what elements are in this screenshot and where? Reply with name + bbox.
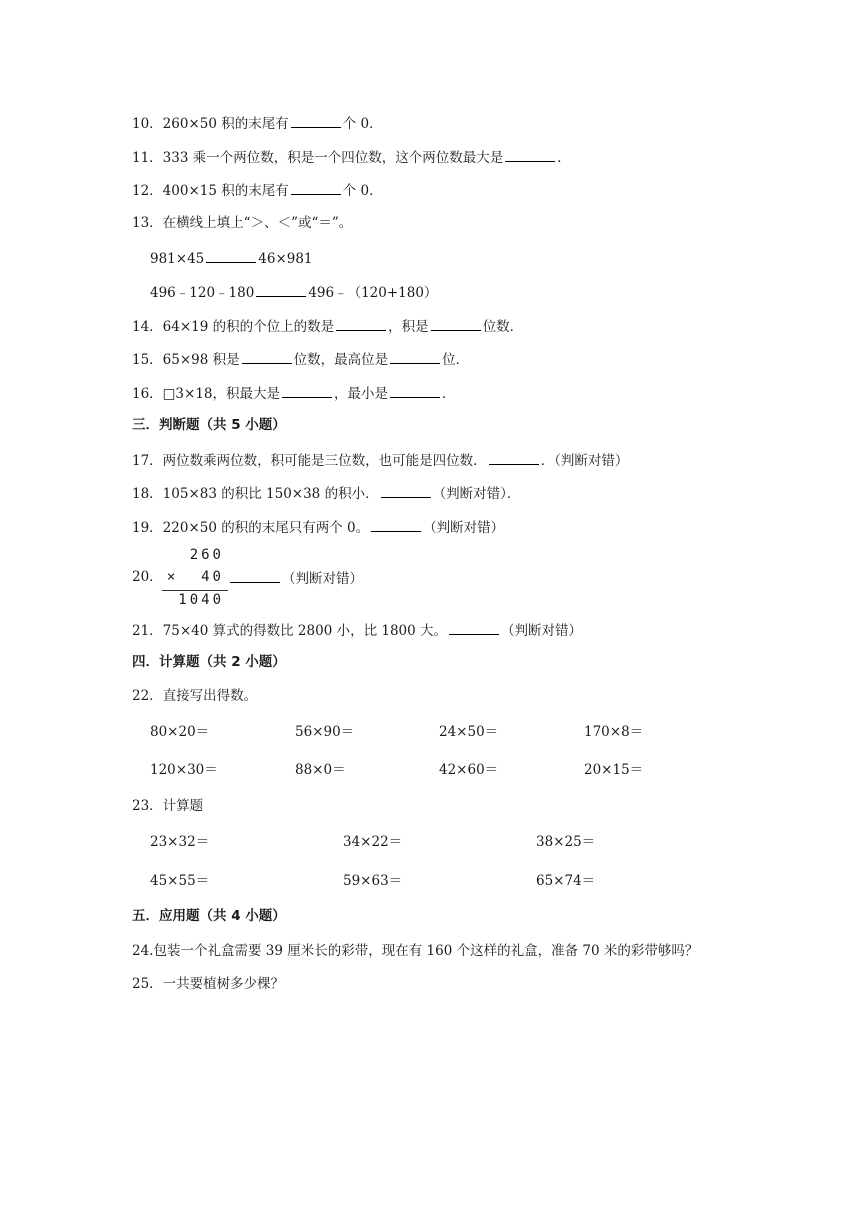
- q13-a-left: 981×45: [150, 251, 205, 267]
- q22-item: 120×30＝: [150, 762, 218, 778]
- q16-blank-1[interactable]: [282, 383, 332, 398]
- q19-text: 19．220×50 的积的末尾只有两个 0。: [132, 520, 370, 536]
- q14-text-end: 位数．: [482, 319, 524, 335]
- q16-text-mid: ，最小是: [334, 386, 389, 402]
- q20-text-end: （判断对错）: [282, 571, 363, 587]
- q14-text: 14．64×19 的积的个位上的数是: [132, 319, 335, 335]
- q19-text-end: （判断对错）: [423, 520, 505, 536]
- q20-blank[interactable]: [230, 568, 280, 583]
- q15-text: 15．65×98 积是: [132, 352, 240, 368]
- vert-rule: [162, 590, 228, 591]
- q10-text-end: 个 0．: [342, 116, 383, 132]
- q23-item: 59×63＝: [343, 873, 403, 889]
- q13-b-left: 496﹣120﹣180: [150, 285, 255, 301]
- q13-a-right: 46×981: [258, 251, 313, 267]
- question-20-number: 20．: [132, 569, 163, 585]
- question-25: 25．一共要植树多少棵？: [132, 976, 285, 992]
- q21-blank[interactable]: [449, 620, 499, 635]
- q21-text-end: （判断对错）: [501, 623, 583, 639]
- q15-blank-1[interactable]: [242, 349, 292, 364]
- q22-item: 42×60＝: [439, 762, 499, 778]
- question-14: [132, 316, 523, 336]
- q14-blank-1[interactable]: [336, 316, 386, 331]
- q12-blank[interactable]: [291, 180, 341, 195]
- vert-row-3: 1040: [178, 592, 224, 608]
- q22-item: 170×8＝: [584, 724, 644, 740]
- question-18: [132, 483, 520, 503]
- q11-text: 11．333 乘一个两位数，积是一个四位数，这个两位数最大是: [132, 150, 504, 166]
- q15-text-mid: 位数，最高位是: [293, 352, 389, 368]
- q22-item: 88×0＝: [295, 762, 346, 778]
- q22-item: 20×15＝: [584, 762, 644, 778]
- q15-blank-2[interactable]: [390, 349, 440, 364]
- q14-blank-2[interactable]: [431, 316, 481, 331]
- section-4-title: 四．计算题（共 2 小题）: [132, 654, 286, 670]
- question-13: [132, 214, 352, 232]
- q13-text: 13．在横线上填上“＞、＜”或“＝”。: [132, 215, 353, 231]
- question-23: 23．计算题: [132, 798, 204, 814]
- q10-text: 10．260×50 积的末尾有: [132, 116, 289, 132]
- q13-b-blank[interactable]: [256, 282, 306, 297]
- question-24: 24.包装一个礼盒需要 39 厘米长的彩带，现在有 160 个这样的礼盒，准备 70 米的彩带够吗？: [132, 943, 699, 959]
- question-20: [228, 568, 363, 588]
- q18-text: 18．105×83 的积比 150×38 的积小．: [132, 486, 379, 502]
- q16-text: 16．□3×18，积最大是: [132, 386, 281, 402]
- question-21: [132, 620, 582, 640]
- q11-text-end: ．: [557, 150, 571, 166]
- q22-item: 56×90＝: [295, 724, 355, 740]
- q12-text: 12．400×15 积的末尾有: [132, 183, 289, 199]
- section-5-title: 五．应用题（共 4 小题）: [132, 908, 286, 924]
- q23-item: 38×25＝: [536, 834, 596, 850]
- vertical-multiplication: [160, 545, 228, 611]
- q13-compare-b: [150, 282, 437, 302]
- q18-blank[interactable]: [381, 483, 431, 498]
- q13-a-blank[interactable]: [206, 248, 256, 263]
- question-10: [132, 113, 383, 133]
- q18-text-end: （判断对错）．: [432, 486, 521, 502]
- q19-blank[interactable]: [371, 517, 421, 532]
- q12-text-end: 个 0．: [342, 183, 383, 199]
- q14-text-mid: ，积是: [388, 319, 429, 335]
- q22-item: 80×20＝: [150, 724, 210, 740]
- vert-row-1: 260: [189, 547, 224, 563]
- q23-item: 45×55＝: [150, 873, 210, 889]
- q10-blank[interactable]: [291, 113, 341, 128]
- question-16: [132, 383, 456, 403]
- question-11: [132, 147, 571, 167]
- question-22: 22．直接写出得数。: [132, 688, 258, 704]
- q17-blank[interactable]: [489, 450, 539, 465]
- q13-b-right: 496﹣（120+180）: [308, 285, 438, 301]
- q21-text: 21．75×40 算式的得数比 2800 小，比 1800 大。: [132, 623, 448, 639]
- q17-text-end: ．（判断对错）: [540, 453, 629, 469]
- question-19: [132, 517, 504, 537]
- q23-item: 23×32＝: [150, 834, 210, 850]
- q15-text-end: 位．: [442, 352, 470, 368]
- q16-text-end: ．: [442, 386, 456, 402]
- q11-blank[interactable]: [505, 147, 555, 162]
- question-12: [132, 180, 383, 200]
- q16-blank-2[interactable]: [390, 383, 440, 398]
- question-15: [132, 349, 469, 369]
- section-3-title: 三．判断题（共 5 小题）: [132, 417, 286, 433]
- q23-item: 65×74＝: [536, 873, 596, 889]
- q17-text: 17．两位数乘两位数，积可能是三位数，也可能是四位数．: [132, 453, 487, 469]
- vert-row-2: × 40: [166, 569, 224, 585]
- q22-item: 24×50＝: [439, 724, 499, 740]
- question-17: [132, 450, 628, 470]
- q23-item: 34×22＝: [343, 834, 403, 850]
- q13-compare-a: [150, 248, 313, 268]
